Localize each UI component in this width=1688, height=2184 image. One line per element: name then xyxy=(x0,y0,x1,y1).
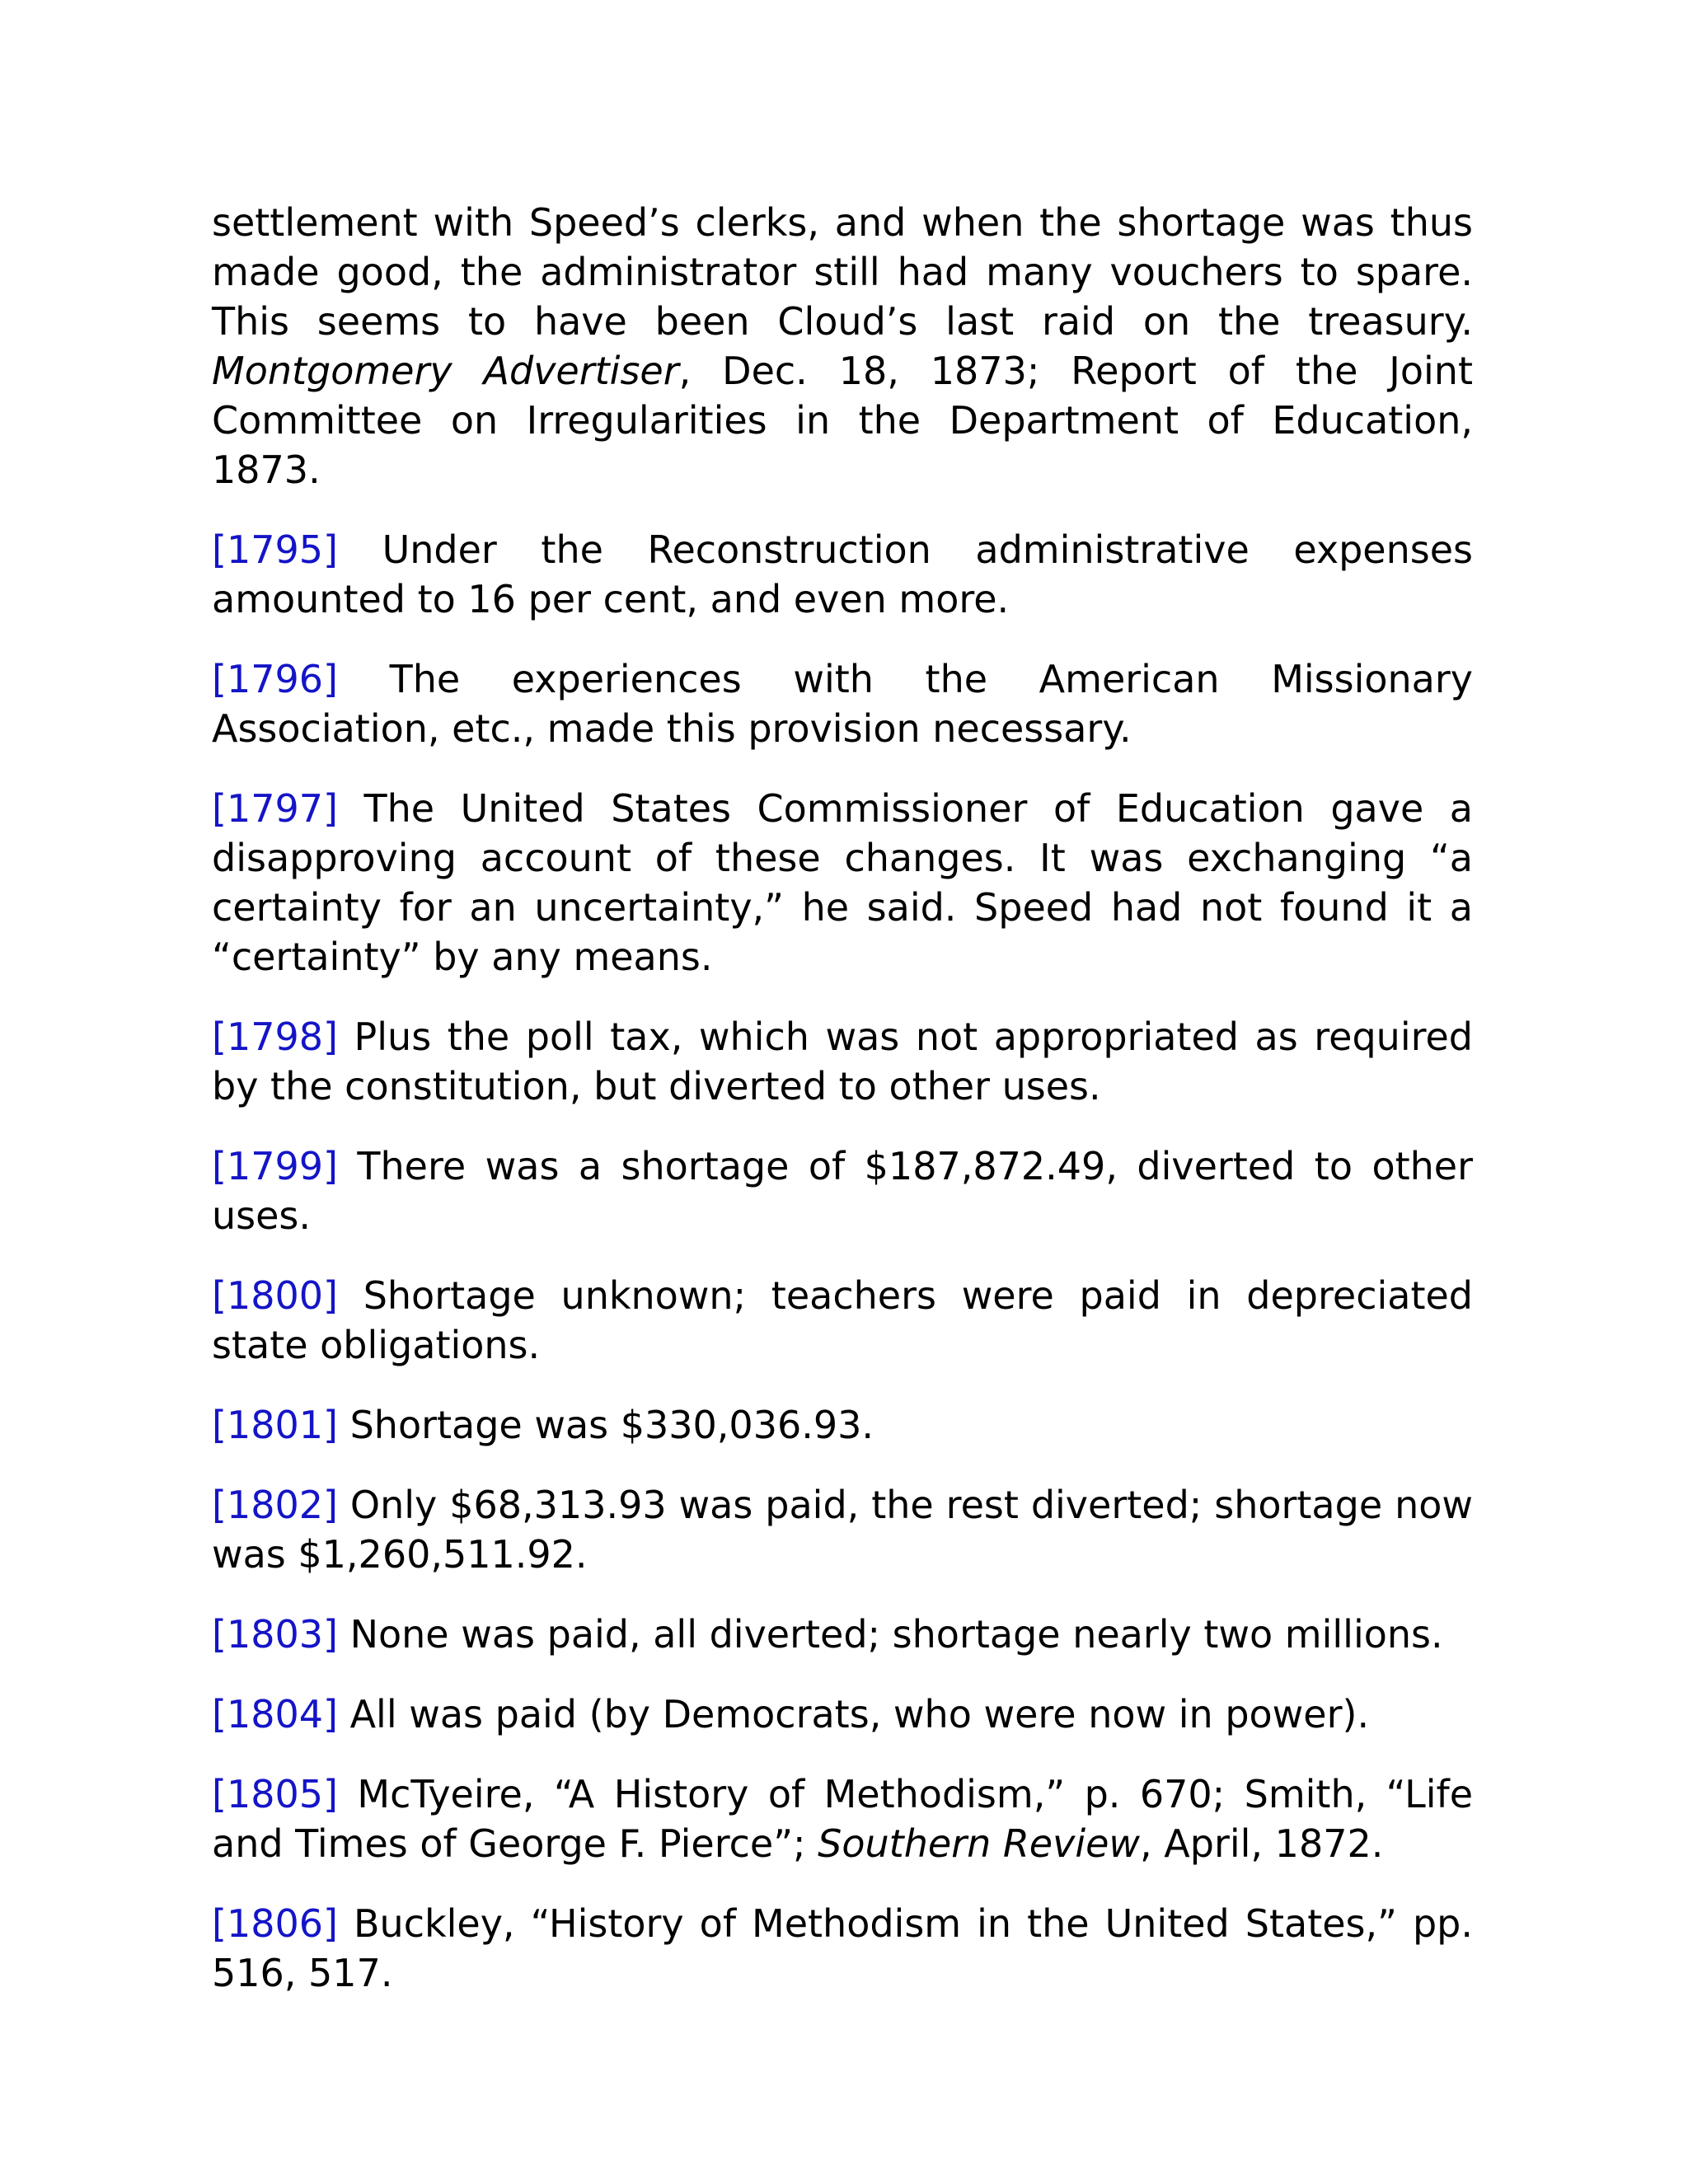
footnote-1795 xyxy=(212,525,1473,624)
footnote-link[interactable]: [1803] xyxy=(212,1612,338,1657)
publication-title: Southern Review xyxy=(818,1821,1141,1866)
intro-text-continued: , Dec. 18, 1873; Report of the Joint Committee on Irregularities in the Department of Education, 1873. xyxy=(212,349,1473,492)
footnote-1804 xyxy=(212,1690,1473,1739)
footnote-1806 xyxy=(212,1899,1473,1998)
footnote-link[interactable]: [1797] xyxy=(212,786,338,831)
footnote-text: Plus the poll tax, which was not appropriated as required by the constitution, but diverted to other uses. xyxy=(212,1015,1473,1108)
footnote-1798 xyxy=(212,1012,1473,1111)
footnote-text: Buckley, “History of Methodism in the United States,” pp. 516, 517. xyxy=(212,1901,1473,1995)
footnote-text: Only $68,313.93 was paid, the rest diverted; shortage now was $1,260,511.92. xyxy=(212,1483,1473,1577)
footnote-text-continued: , April, 1872. xyxy=(1140,1821,1384,1866)
footnote-text: None was paid, all diverted; shortage nearly two millions. xyxy=(337,1612,1443,1657)
intro-text: settlement with Speed’s clerks, and when the shortage was thus made good, the administrator still had many vouchers to spare. This seems to have been Cloud’s last raid on the treasury. xyxy=(212,200,1473,344)
footnote-1797 xyxy=(212,784,1473,982)
footnote-1805 xyxy=(212,1769,1473,1868)
footnote-text: Shortage unknown; teachers were paid in depreciated state obligations. xyxy=(212,1273,1473,1367)
footnote-text: Under the Reconstruction administrative expenses amounted to 16 per cent, and even more. xyxy=(212,527,1473,621)
intro-paragraph xyxy=(212,198,1473,494)
footnote-1803 xyxy=(212,1610,1473,1659)
footnote-link[interactable]: [1804] xyxy=(212,1692,338,1736)
footnote-text: All was paid (by Democrats, who were now in power). xyxy=(337,1692,1370,1736)
footnote-link[interactable]: [1805] xyxy=(212,1772,338,1816)
footnote-link[interactable]: [1802] xyxy=(212,1483,338,1527)
footnote-text: The experiences with the American Missionary Association, etc., made this provision necessary. xyxy=(212,657,1473,751)
footnote-text: The United States Commissioner of Education gave a disapproving account of these changes. It was exchanging “a certainty for an uncertainty,” he said. Speed had not found it a “certainty” by any means. xyxy=(212,786,1473,979)
footnote-1796 xyxy=(212,654,1473,753)
footnote-1799 xyxy=(212,1141,1473,1240)
footnote-text: There was a shortage of $187,872.49, diverted to other uses. xyxy=(212,1144,1473,1238)
footnote-link[interactable]: [1801] xyxy=(212,1403,338,1447)
footnote-text: McTyeire, “A History of Methodism,” p. 670; Smith, “Life and Times of George F. Pierce”; xyxy=(212,1772,1473,1866)
footnote-link[interactable]: [1800] xyxy=(212,1273,338,1318)
footnote-1800 xyxy=(212,1271,1473,1370)
footnote-link[interactable]: [1799] xyxy=(212,1144,338,1188)
publication-title: Montgomery Advertiser xyxy=(212,349,679,393)
footnote-1801 xyxy=(212,1400,1473,1450)
footnote-link[interactable]: [1795] xyxy=(212,527,338,572)
document-page xyxy=(212,198,1473,2028)
footnote-link[interactable]: [1806] xyxy=(212,1901,338,1946)
footnote-link[interactable]: [1796] xyxy=(212,657,338,701)
footnote-text: Shortage was $330,036.93. xyxy=(337,1403,874,1447)
footnote-1802 xyxy=(212,1480,1473,1579)
footnote-link[interactable]: [1798] xyxy=(212,1015,338,1059)
